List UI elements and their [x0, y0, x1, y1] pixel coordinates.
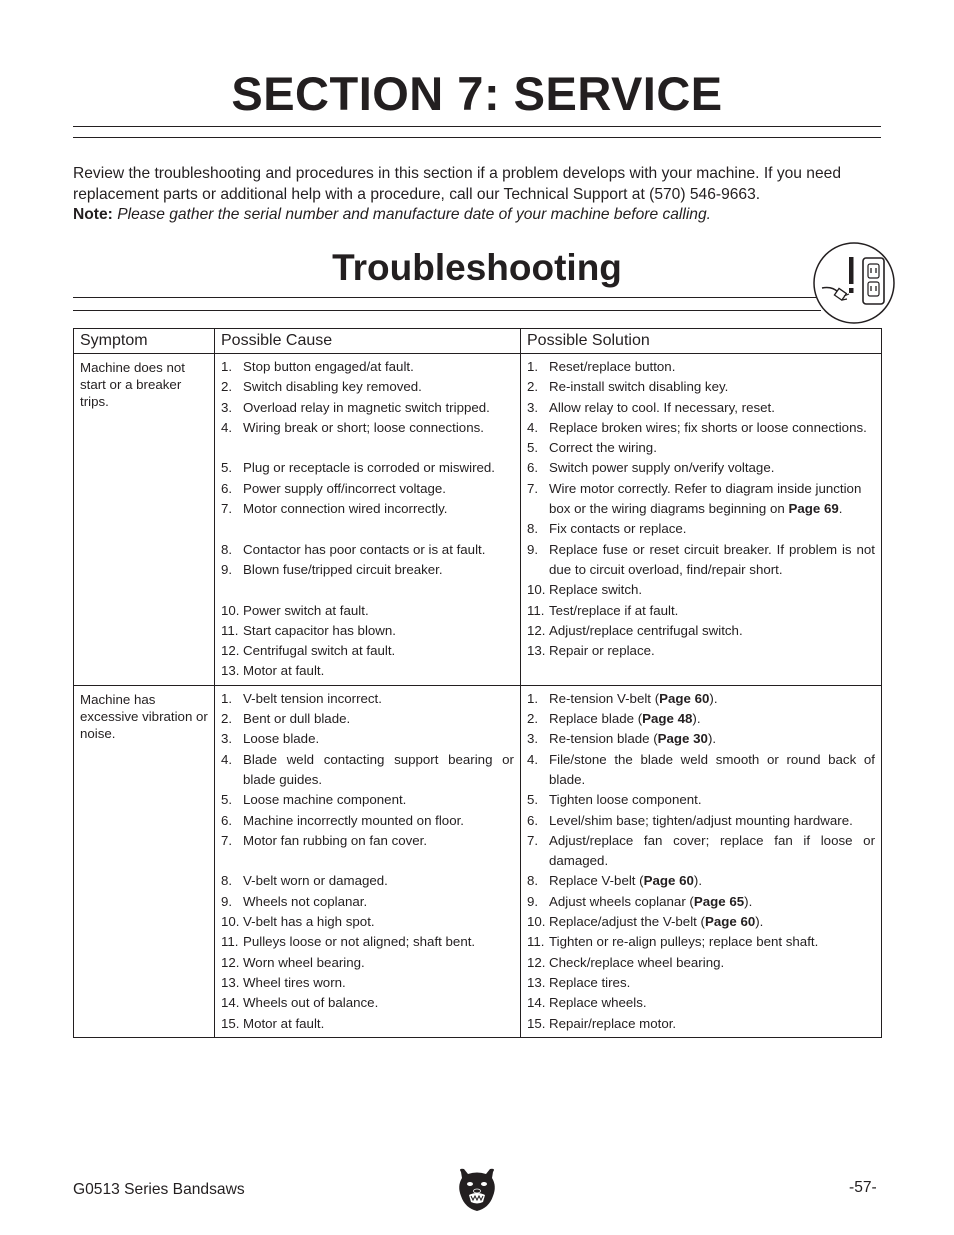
page-ref: Page 65	[693, 893, 745, 909]
trouble-rule-top	[73, 297, 821, 298]
list-item: 13. Wheel tires worn.	[221, 974, 346, 990]
symptom-cell: Machine does not start or a breaker trips.	[74, 354, 215, 686]
page-ref: Page 60	[704, 914, 756, 930]
list-item: 15. Motor at fault.	[221, 1015, 325, 1031]
list-item: 5. Tighten loose component.	[527, 792, 702, 808]
symptom-cell: Machine has excessive vibration or noise.	[74, 685, 215, 1037]
page-ref: Page 60	[659, 690, 710, 706]
list-item: 13. Replace tires.	[527, 974, 631, 990]
table-row	[74, 354, 882, 686]
list-item: 4. Wiring break or short; loose connections.	[221, 419, 484, 435]
list-item: 6. Switch power supply on/verify voltage.	[527, 460, 775, 476]
list-item: 13. Repair or replace.	[527, 643, 655, 659]
page-ref: Page 30	[657, 731, 708, 747]
list-item: 2. Switch disabling key removed.	[221, 379, 422, 395]
page-number: -57-	[849, 1179, 877, 1196]
cause-list	[221, 357, 514, 682]
list-item: 9. Wheels not coplanar.	[221, 893, 368, 909]
list-item: 12. Adjust/replace centrifugal switch.	[527, 622, 743, 638]
note-label: Note:	[73, 206, 113, 223]
list-item: 6. Power supply off/incorrect voltage.	[221, 480, 447, 496]
list-item: 11. Test/replace if at fault.	[527, 602, 679, 618]
list-item: 5. Correct the wiring.	[527, 440, 657, 456]
list-item: 14. Wheels out of balance.	[221, 995, 379, 1011]
list-item: 15. Repair/replace motor.	[527, 1015, 677, 1031]
troubleshooting-table	[73, 328, 882, 1038]
section-title: SECTION 7: SERVICE	[231, 67, 723, 120]
cause-cell	[215, 354, 521, 686]
list-item: 5. Loose machine component.	[221, 792, 407, 808]
note-text: Please gather the serial number and manufacture date of your machine before calling.	[117, 206, 711, 223]
list-item: 8. V-belt worn or damaged.	[221, 873, 388, 889]
list-item: 10. V-belt has a high spot.	[221, 914, 375, 930]
solution-list	[527, 357, 875, 661]
solution-list	[527, 689, 875, 1034]
list-item: 1. Stop button engaged/at fault.	[221, 359, 414, 374]
intro-paragraph	[73, 164, 888, 226]
list-item: 10. Replace/adjust the V-belt (Page 60).	[527, 914, 764, 930]
list-item: 8. Fix contacts or replace.	[527, 521, 687, 537]
page-ref: Page 60	[643, 873, 694, 889]
list-item: 10. Power switch at fault.	[221, 602, 369, 618]
list-item: 8. Replace V-belt (Page 60).	[527, 873, 703, 889]
list-item: 12. Centrifugal switch at fault.	[221, 643, 396, 659]
list-item: 3. Re-tension blade (Page 30).	[527, 731, 717, 747]
table-row	[74, 685, 882, 1037]
cause-list	[221, 689, 514, 1034]
list-item: 2. Replace blade (Page 48).	[527, 711, 701, 727]
header-possible-cause: Possible Cause	[215, 329, 521, 354]
list-item: 2. Re-install switch disabling key.	[527, 379, 729, 395]
list-item: 4. File/stone the blade weld smooth or round back of blade.	[527, 751, 875, 787]
solution-cell	[521, 354, 882, 686]
list-item: 7. Adjust/replace fan cover; replace fan if loose or damaged.	[527, 832, 875, 869]
list-item: 8. Contactor has poor contacts or is at fault.	[221, 541, 486, 557]
list-item: 3. Overload relay in magnetic switch tripped.	[221, 399, 490, 415]
list-item: 1. Re-tension V-belt (Page 60).	[527, 690, 718, 706]
list-item: 11. Pulleys loose or not aligned; shaft bent.	[221, 934, 476, 950]
list-item: 4. Blade weld contacting support bearing or blade guides.	[221, 751, 514, 787]
list-item: 9. Adjust wheels coplanar (Page 65).	[527, 893, 753, 909]
list-item: 7. Motor fan rubbing on fan cover.	[221, 832, 428, 848]
page-ref: Page 69	[788, 501, 839, 517]
list-item: 12. Check/replace wheel bearing.	[527, 954, 725, 970]
footer-model: G0513 Series Bandsaws	[73, 1181, 245, 1198]
list-item: 9. Replace fuse or reset circuit breaker. If problem is not due to circuit overload, find/repair short.	[527, 541, 875, 577]
trouble-rule-bottom	[73, 310, 821, 311]
title-rule-top	[73, 126, 881, 127]
table-header-row	[74, 329, 882, 354]
list-item: 6. Machine incorrectly mounted on floor.	[221, 812, 464, 828]
list-item: 7. Wire motor correctly. Refer to diagram inside junction box or the wiring diagrams beginning on Page 69.	[527, 480, 862, 517]
list-item: 2. Bent or dull blade.	[221, 711, 351, 727]
list-item: 7. Motor connection wired incorrectly.	[221, 501, 448, 517]
list-item: 3. Allow relay to cool. If necessary, reset.	[527, 399, 775, 415]
list-item: 13. Motor at fault.	[221, 663, 325, 679]
list-item: 11. Start capacitor has blown.	[221, 622, 396, 638]
troubleshooting-title: Troubleshooting	[332, 247, 622, 288]
header-symptom: Symptom	[74, 329, 215, 354]
page-ref: Page 48	[642, 711, 693, 727]
list-item: 6. Level/shim base; tighten/adjust mounting hardware.	[527, 812, 853, 828]
solution-cell	[521, 685, 882, 1037]
list-item: 14. Replace wheels.	[527, 995, 647, 1011]
list-item: 4. Replace broken wires; fix shorts or loose connections.	[527, 419, 867, 435]
list-item: 5. Plug or receptacle is corroded or miswired.	[221, 460, 496, 476]
list-item: 9. Blown fuse/tripped circuit breaker.	[221, 561, 443, 577]
electrical-warning-plug-icon	[812, 242, 896, 324]
grizzly-bear-logo-icon	[455, 1166, 499, 1212]
intro-text: Review the troubleshooting and procedures in this section if a problem develops with your machine. If you need replacement parts or additional help with a procedure, call our Technical Support at (570) 546-9663.	[73, 165, 841, 203]
list-item: 3. Loose blade.	[221, 731, 320, 747]
list-item: 1. Reset/replace button.	[527, 359, 676, 374]
cause-cell	[215, 685, 521, 1037]
list-item: 10. Replace switch.	[527, 582, 643, 598]
title-rule-bottom	[73, 137, 881, 138]
list-item: 12. Worn wheel bearing.	[221, 954, 365, 970]
list-item: 11. Tighten or re-align pulleys; replace bent shaft.	[527, 934, 819, 950]
list-item: 1. V-belt tension incorrect.	[221, 690, 382, 706]
header-possible-solution: Possible Solution	[521, 329, 882, 354]
